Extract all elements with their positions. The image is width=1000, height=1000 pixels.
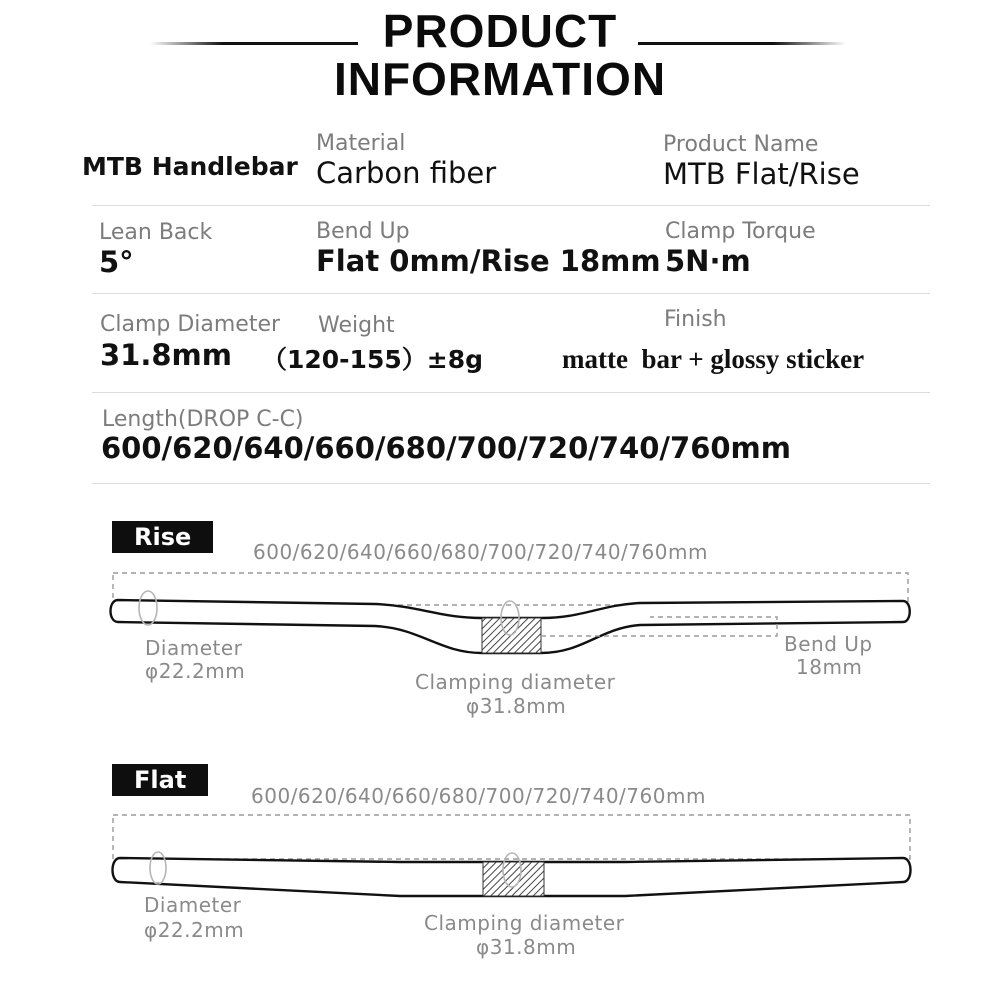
product-type: MTB Handlebar — [82, 152, 298, 181]
flat-lengths: 600/620/640/660/680/700/720/740/760mm — [251, 784, 706, 808]
material-label: Material — [316, 131, 406, 156]
material-value: Carbon fiber — [316, 156, 497, 190]
clamp-diameter-label: Clamp Diameter — [100, 312, 281, 337]
clamp-torque-label: Clamp Torque — [665, 219, 816, 244]
bend-up-value: Flat 0mm/Rise 18mm — [316, 244, 661, 278]
rise-tag: Rise — [112, 521, 213, 553]
flat-diagram — [113, 815, 911, 896]
finish-label: Finish — [664, 307, 727, 332]
flat-diameter-value: φ22.2mm — [144, 918, 245, 942]
flat-clamping-label: Clamping diameter — [424, 911, 625, 935]
clamp-diameter-value: 31.8mm — [100, 338, 232, 372]
page-title-line2: INFORMATION — [333, 53, 667, 105]
rise-diameter-label: Diameter — [145, 636, 243, 660]
length-value: 600/620/640/660/680/700/720/740/760mm — [101, 431, 791, 465]
lean-back-label: Lean Back — [99, 220, 213, 245]
rise-bend-up-label: Bend Up — [784, 632, 873, 656]
page-title-line1: PRODUCT — [382, 5, 618, 57]
product-name-value: MTB Flat/Rise — [663, 157, 860, 191]
rise-diameter-value: φ22.2mm — [145, 659, 246, 683]
finish-value: matte bar + glossy sticker — [562, 344, 865, 374]
rise-length-box — [113, 573, 908, 605]
length-label: Length(DROP C-C) — [102, 407, 304, 432]
rise-bend-up-value: 18mm — [796, 655, 863, 679]
bend-up-label: Bend Up — [316, 219, 410, 244]
rise-clamping-value: φ31.8mm — [466, 694, 567, 718]
flat-tag: Flat — [112, 764, 208, 796]
lean-back-value: 5° — [99, 245, 134, 279]
product-name-label: Product Name — [663, 132, 819, 157]
rise-clamping-label: Clamping diameter — [415, 670, 616, 694]
flat-diameter-label: Diameter — [144, 893, 242, 917]
weight-value: （120-155）±8g — [262, 345, 483, 374]
clamp-torque-value: 5N·m — [665, 244, 751, 278]
weight-label: Weight — [318, 313, 395, 338]
flat-clamp-area — [483, 862, 544, 896]
rise-lengths: 600/620/640/660/680/700/720/740/760mm — [253, 540, 708, 564]
flat-clamping-value: φ31.8mm — [476, 935, 577, 959]
